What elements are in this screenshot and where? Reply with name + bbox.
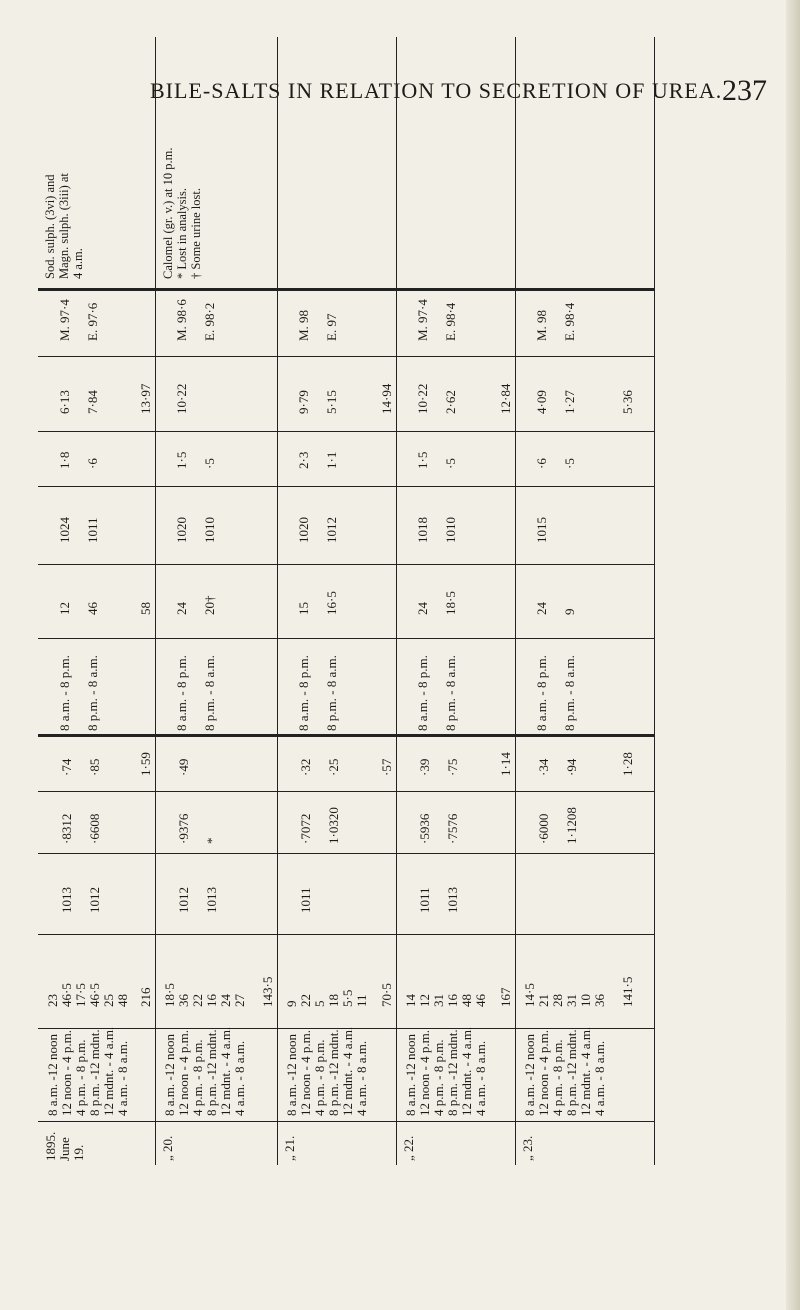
hour-period: 4 p.m. - 8 p.m.	[431, 1039, 446, 1116]
column-rule	[38, 934, 655, 935]
hour-period: 12 mdnt. - 4 a.m.	[578, 1026, 593, 1116]
urea-secretion-table	[38, 37, 655, 1165]
quantity-value: 14	[403, 994, 418, 1007]
half-day-period: 8 p.m. - 8 a.m.	[324, 655, 339, 731]
specific-gravity: 1012	[87, 887, 102, 913]
quantity-value: 14·5	[522, 983, 537, 1007]
quantity-value: 16	[204, 994, 219, 1007]
half-day-quantity: 18·5	[443, 591, 458, 615]
quantity-value: 46·5	[59, 983, 74, 1007]
hour-period: 4 a.m. - 8 a.m.	[592, 1040, 607, 1116]
hour-period: 12 mdnt. - 4 a.m.	[101, 1026, 116, 1116]
half-day-sp-gr: 1015	[534, 517, 549, 543]
grams-value: ·49	[176, 758, 191, 776]
date-cell: „ 22.	[401, 1135, 416, 1161]
quantity-value: 36	[176, 994, 191, 1007]
temperature: M. 98	[296, 309, 311, 341]
half-day-quantity: 20†	[202, 595, 217, 615]
hour-period: 12 noon - 4 p.m.	[298, 1030, 313, 1116]
remark-line: Magn. sulph. (3iii) at	[57, 173, 71, 279]
half-day-quantity: 24	[534, 602, 549, 615]
hour-period: 4 p.m. - 8 p.m.	[190, 1039, 205, 1116]
specific-gravity: 1013	[59, 887, 74, 913]
half-day-grams: 6·13	[57, 390, 72, 414]
half-day-sp-gr: 1020	[296, 517, 311, 543]
percent-value: ·7576	[445, 813, 460, 844]
temperature: E. 98·4	[562, 302, 577, 341]
half-day-grams: 4·09	[534, 390, 549, 414]
percent-value: *	[204, 837, 219, 844]
percent-value: ·7072	[298, 813, 313, 844]
quantity-value: 17·5	[73, 983, 88, 1007]
half-day-grams: 9·79	[296, 390, 311, 414]
hour-period: 4 a.m. - 8 a.m.	[354, 1040, 369, 1116]
hour-period: 4 p.m. - 8 p.m.	[73, 1039, 88, 1116]
specific-gravity: 1012	[176, 887, 191, 913]
hour-period: 8 a.m. -12 noon	[284, 1034, 299, 1116]
half-day-grams-total: 12·84	[498, 383, 513, 414]
hour-period: 4 p.m. - 8 p.m.	[312, 1039, 327, 1116]
grams-value: ·39	[417, 758, 432, 776]
grams-total: ·57	[379, 758, 394, 776]
date-cell: „ 23.	[520, 1135, 535, 1161]
half-day-grams: 10·22	[174, 383, 189, 414]
quantity-value: 10	[578, 994, 593, 1007]
half-day-quantity: 12	[57, 602, 72, 615]
quantity-value: 5·5	[340, 989, 355, 1007]
hour-period: 4 p.m. - 8 p.m.	[550, 1039, 565, 1116]
quantity-value: 18	[326, 994, 341, 1007]
grams-value: ·85	[87, 758, 102, 776]
hour-period: 8 p.m. -12 mdnt.	[564, 1029, 579, 1116]
quantity-value: 48	[459, 994, 474, 1007]
quantity-value: 27	[232, 994, 247, 1007]
date-cell: „ 21.	[282, 1135, 297, 1161]
grams-total: 1·59	[138, 752, 153, 776]
temperature: E. 97	[324, 313, 339, 341]
half-day-percent: 1·8	[57, 451, 72, 469]
column-rule	[38, 638, 655, 639]
percent-value: 1·0320	[326, 807, 341, 844]
half-day-quantity: 16·5	[324, 591, 339, 615]
quantity-value: 21	[536, 994, 551, 1007]
half-day-quantity: 15	[296, 602, 311, 615]
quantity-value: 23	[45, 994, 60, 1007]
hour-period: 8 a.m. -12 noon	[162, 1034, 177, 1116]
half-day-grams: 10·22	[415, 383, 430, 414]
column-rule	[38, 1121, 655, 1122]
row-rule	[654, 37, 655, 1165]
percent-value: ·6000	[536, 813, 551, 844]
quantity-value: 46·5	[87, 983, 102, 1007]
hour-period: 12 mdnt. - 4 a.m.	[459, 1026, 474, 1116]
specific-gravity: 1013	[445, 887, 460, 913]
half-day-quantity: 46	[85, 602, 100, 615]
hour-period: 8 a.m. -12 noon	[522, 1034, 537, 1116]
quantity-total: 141·5	[620, 976, 635, 1007]
half-day-period: 8 a.m. - 8 p.m.	[415, 655, 430, 731]
quantity-total: 70·5	[379, 983, 394, 1007]
quantity-value: 22	[190, 994, 205, 1007]
half-day-period: 8 a.m. - 8 p.m.	[296, 655, 311, 731]
half-day-period: 8 p.m. - 8 a.m.	[202, 655, 217, 731]
column-rule	[38, 486, 655, 487]
row-rule	[155, 37, 156, 1165]
half-day-sp-gr: 1020	[174, 517, 189, 543]
half-day-grams: 1·27	[562, 390, 577, 414]
grams-value: ·74	[59, 758, 74, 776]
hour-period: 8 a.m. -12 noon	[45, 1034, 60, 1116]
grams-value: ·32	[298, 758, 313, 776]
remark-line: * Lost in analysis.	[175, 188, 189, 279]
quantity-value: 31	[431, 994, 446, 1007]
hour-period: 8 p.m. -12 mdnt.	[445, 1029, 460, 1116]
grams-total: 1·14	[498, 752, 513, 776]
row-rule	[396, 37, 397, 1165]
hour-period: 4 a.m. - 8 a.m.	[473, 1040, 488, 1116]
quantity-value: 16	[445, 994, 460, 1007]
temperature: E. 98·4	[443, 302, 458, 341]
quantity-value: 18·5	[162, 983, 177, 1007]
quantity-value: 24	[218, 994, 233, 1007]
column-rule	[38, 288, 655, 291]
percent-value: 1·1208	[564, 807, 579, 844]
column-rule	[38, 356, 655, 357]
half-day-quantity: 24	[174, 602, 189, 615]
column-rule	[38, 564, 655, 565]
half-day-period: 8 a.m. - 8 p.m.	[57, 655, 72, 731]
grams-value: ·94	[564, 758, 579, 776]
temperature: M. 97·4	[57, 299, 72, 341]
row-rule	[515, 37, 516, 1165]
half-day-quantity: 24	[415, 602, 430, 615]
percent-value: ·9376	[176, 813, 191, 844]
date-cell: 1895. June 19.	[43, 1131, 86, 1161]
hour-period: 8 p.m. -12 mdnt.	[326, 1029, 341, 1116]
remark-line: Sod. sulph. (3vi) and	[43, 174, 57, 279]
half-day-sp-gr: 1010	[443, 517, 458, 543]
half-day-grams: 7·84	[85, 390, 100, 414]
row-rule	[277, 37, 278, 1165]
half-day-sp-gr: 1024	[57, 517, 72, 543]
hour-period: 12 noon - 4 p.m.	[176, 1030, 191, 1116]
remark-line: 4 a.m.	[71, 248, 85, 279]
hour-period: 12 noon - 4 p.m.	[417, 1030, 432, 1116]
half-day-sp-gr: 1018	[415, 517, 430, 543]
specific-gravity: 1011	[417, 887, 432, 913]
hour-period: 8 p.m. -12 mdnt.	[87, 1029, 102, 1116]
quantity-value: 9	[284, 1000, 299, 1007]
grams-value: ·75	[445, 758, 460, 776]
column-rule	[38, 431, 655, 432]
percent-value: ·6608	[87, 813, 102, 844]
quantity-value: 36	[592, 994, 607, 1007]
half-day-sp-gr: 1010	[202, 517, 217, 543]
quantity-value: 25	[101, 994, 116, 1007]
column-rule	[38, 734, 655, 737]
specific-gravity: 1013	[204, 887, 219, 913]
quantity-value: 28	[550, 994, 565, 1007]
half-day-grams: 5·15	[324, 390, 339, 414]
grams-total: 1·28	[620, 752, 635, 776]
hour-period: 12 noon - 4 p.m.	[536, 1030, 551, 1116]
hour-period: 12 noon - 4 p.m.	[59, 1030, 74, 1116]
half-day-period: 8 p.m. - 8 a.m.	[562, 655, 577, 731]
remark-line: † Some urine lost.	[189, 188, 203, 279]
half-day-percent: 2·3	[296, 451, 311, 469]
temperature: E. 97·6	[85, 302, 100, 341]
quantity-value: 5	[312, 1000, 327, 1007]
half-day-percent: ·5	[562, 458, 577, 469]
half-day-percent: 1·1	[324, 451, 339, 469]
quantity-value: 46	[473, 994, 488, 1007]
half-day-percent: ·6	[85, 458, 100, 469]
half-day-sp-gr: 1011	[85, 517, 100, 543]
grams-value: ·25	[326, 758, 341, 776]
quantity-value: 11	[354, 994, 369, 1007]
temperature: M. 97·4	[415, 299, 430, 341]
grams-value: ·34	[536, 758, 551, 776]
half-day-sp-gr: 1012	[324, 517, 339, 543]
half-day-period: 8 p.m. - 8 a.m.	[85, 655, 100, 731]
temperature: E. 98·2	[202, 302, 217, 341]
half-day-percent: 1·5	[174, 451, 189, 469]
specific-gravity: 1011	[298, 887, 313, 913]
half-day-grams-total: 14·94	[379, 383, 394, 414]
quantity-value: 12	[417, 994, 432, 1007]
half-day-percent: 1·5	[415, 451, 430, 469]
hour-period: 4 a.m. - 8 a.m.	[115, 1040, 130, 1116]
half-day-percent: ·5	[443, 458, 458, 469]
hour-period: 4 a.m. - 8 a.m.	[232, 1040, 247, 1116]
half-day-quantity: 9	[562, 608, 577, 615]
page-number: 237	[722, 74, 767, 107]
column-rule	[38, 791, 655, 792]
half-day-percent: ·6	[534, 458, 549, 469]
temperature: M. 98·6	[174, 299, 189, 341]
hour-period: 12 mdnt. - 4 a.m.	[340, 1026, 355, 1116]
quantity-total: 167	[498, 987, 513, 1007]
hour-period: 8 a.m. -12 noon	[403, 1034, 418, 1116]
quantity-value: 22	[298, 994, 313, 1007]
half-day-grams: 2·62	[443, 390, 458, 414]
half-day-grams-total: 5·36	[620, 390, 635, 414]
quantity-value: 31	[564, 994, 579, 1007]
hour-period: 12 mdnt. - 4 a.m.	[218, 1026, 233, 1116]
quantity-total: 143·5	[260, 976, 275, 1007]
half-day-grams-total: 13·97	[138, 383, 153, 414]
half-day-period: 8 a.m. - 8 p.m.	[534, 655, 549, 731]
half-day-percent: ·5	[202, 458, 217, 469]
half-day-total: 58	[138, 602, 153, 615]
half-day-period: 8 a.m. - 8 p.m.	[174, 655, 189, 731]
percent-value: ·5936	[417, 813, 432, 844]
temperature: M. 98	[534, 309, 549, 341]
remark-line: Calomel (gr. v.) at 10 p.m.	[161, 147, 175, 279]
percent-value: ·8312	[59, 813, 74, 844]
hour-period: 8 p.m. -12 mdnt.	[204, 1029, 219, 1116]
column-rule	[38, 853, 655, 854]
date-cell: „ 20.	[160, 1135, 175, 1161]
quantity-value: 48	[115, 994, 130, 1007]
quantity-total: 216	[138, 987, 153, 1007]
half-day-period: 8 p.m. - 8 a.m.	[443, 655, 458, 731]
running-head-title: BILE-SALTS IN RELATION TO SECRETION OF UREA.	[150, 78, 723, 103]
